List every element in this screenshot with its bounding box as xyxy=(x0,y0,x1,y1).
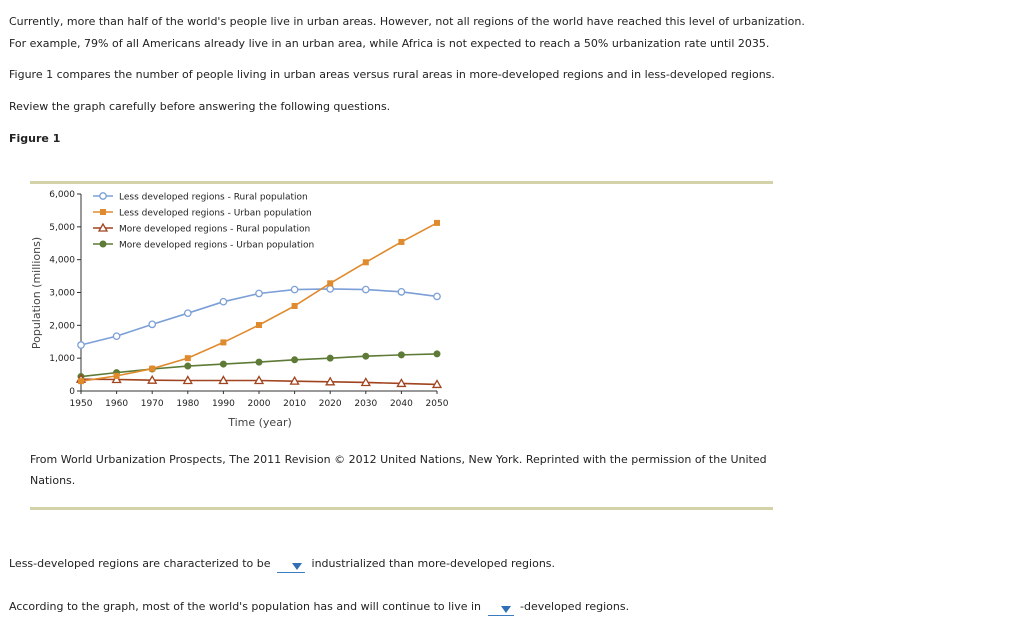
x-axis-title: Time (year) xyxy=(228,416,292,429)
series-2 xyxy=(77,375,441,387)
y-tick-label: 5,000 xyxy=(49,222,75,233)
data-point xyxy=(220,298,226,304)
x-tick-label: 2040 xyxy=(389,399,413,409)
x-tick-label: 1960 xyxy=(105,399,129,409)
y-tick-label: 2,000 xyxy=(49,321,75,332)
data-point xyxy=(292,303,298,309)
data-point xyxy=(256,359,262,365)
data-point xyxy=(256,290,262,296)
y-axis-title: Population (millions) xyxy=(30,236,43,350)
legend-label: Less developed regions - Urban population xyxy=(119,208,312,219)
y-tick-label: 6,000 xyxy=(49,190,75,200)
data-point xyxy=(327,355,333,361)
data-point xyxy=(149,321,155,327)
data-point xyxy=(363,353,369,359)
x-tick-label: 1970 xyxy=(140,399,164,409)
data-point xyxy=(327,280,333,286)
data-point xyxy=(363,286,369,292)
y-tick-label: 4,000 xyxy=(49,255,75,266)
data-point xyxy=(114,373,120,379)
x-tick-label: 2000 xyxy=(247,399,271,409)
question-2-text-after: -developed regions. xyxy=(520,600,630,613)
data-point xyxy=(434,351,440,357)
figure-credit: From World Urbanization Prospects, The 2011 Revision © 2012 United Nations, New York. Reprinted with the permission of the United Nations. xyxy=(30,453,767,487)
legend-marker xyxy=(100,193,106,199)
data-point xyxy=(185,310,191,316)
question-1-text-after: industrialized than more-developed regions. xyxy=(311,557,556,570)
intro-paragraph-1: Currently, more than half of the world's people live in urban areas. However, not all regions of the world have reached this level of urbanization. For example, 79% of all Americans already live in an urban area, while Africa is not expected to reach a 50% urbanization rate until 2035. xyxy=(9,15,805,50)
x-tick-label: 2030 xyxy=(354,399,378,409)
data-point xyxy=(327,286,333,292)
x-tick-label: 2020 xyxy=(318,399,342,409)
chevron-down-icon xyxy=(292,563,302,570)
data-point xyxy=(256,322,262,328)
data-point xyxy=(398,352,404,358)
data-point xyxy=(149,366,155,372)
x-tick-label: 2050 xyxy=(425,399,449,409)
intro-paragraph-3: Review the graph carefully before answering the following questions. xyxy=(9,100,391,113)
data-point xyxy=(434,220,440,226)
legend-marker xyxy=(100,209,106,215)
y-tick-label: 1,000 xyxy=(49,354,75,365)
legend-label: More developed regions - Rural population xyxy=(119,224,311,235)
figure-label: Figure 1 xyxy=(9,132,61,145)
data-point xyxy=(292,357,298,363)
question-2-dropdown[interactable] xyxy=(488,601,514,616)
data-point xyxy=(220,339,226,345)
data-point xyxy=(220,361,226,367)
legend-marker xyxy=(100,241,106,247)
question-1-dropdown[interactable] xyxy=(277,558,305,573)
question-1 xyxy=(9,555,555,573)
y-tick-label: 3,000 xyxy=(49,288,75,299)
data-point xyxy=(78,342,84,348)
series-0 xyxy=(78,286,440,349)
data-point xyxy=(78,378,84,384)
data-point xyxy=(398,239,404,245)
data-point xyxy=(185,355,191,361)
intro-paragraph-2: Figure 1 compares the number of people living in urban areas versus rural areas in more-developed regions and in less-developed regions. xyxy=(9,68,775,81)
data-point xyxy=(398,289,404,295)
figure-bottom-divider xyxy=(30,507,773,510)
data-point xyxy=(185,363,191,369)
question-1-text-before: Less-developed regions are characterized to be xyxy=(9,557,271,570)
x-tick-label: 1950 xyxy=(69,399,93,409)
data-point xyxy=(363,259,369,265)
data-point xyxy=(434,293,440,299)
y-tick-label: 0 xyxy=(69,387,75,397)
x-tick-label: 1990 xyxy=(211,399,235,409)
question-2 xyxy=(9,598,629,616)
x-tick-label: 1980 xyxy=(176,399,200,409)
chevron-down-icon xyxy=(501,606,511,613)
x-tick-label: 2010 xyxy=(283,399,307,409)
data-point xyxy=(291,286,297,292)
question-2-text-before: According to the graph, most of the world's population has and will continue to live in xyxy=(9,600,482,613)
legend-label: Less developed regions - Rural population xyxy=(119,192,308,203)
legend-label: More developed regions - Urban population xyxy=(119,240,315,251)
data-point xyxy=(113,333,119,339)
